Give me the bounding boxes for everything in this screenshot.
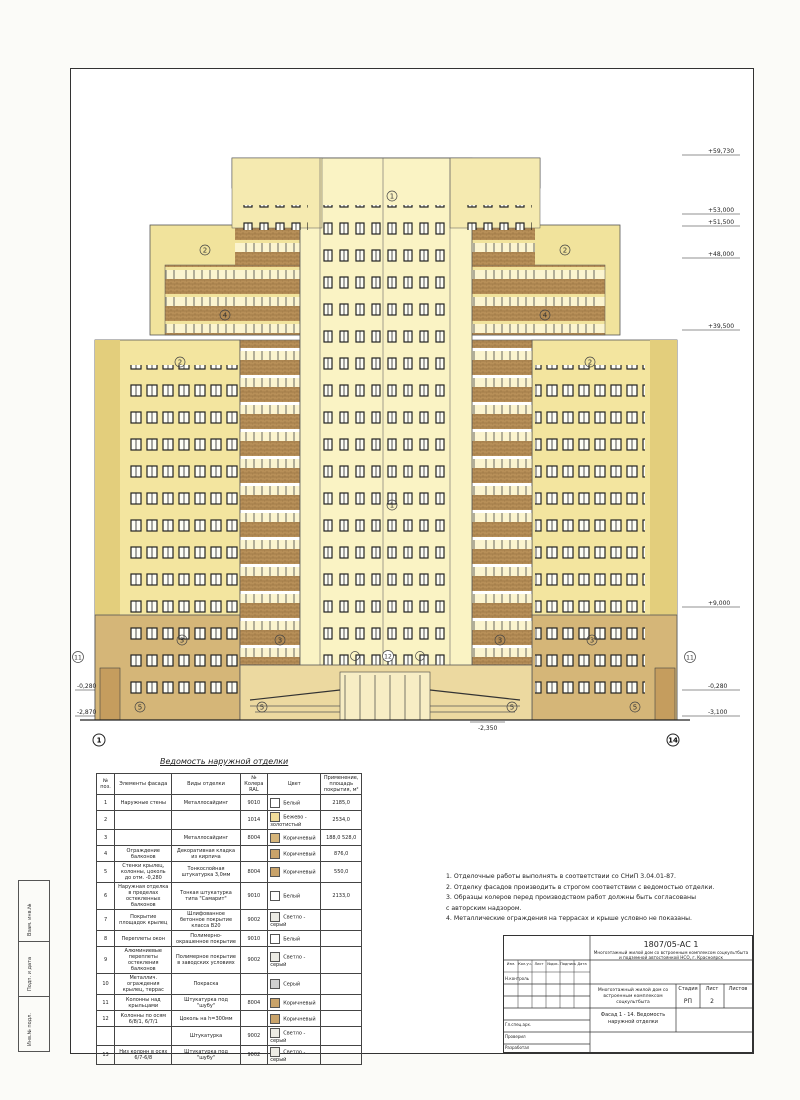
- level-48000: +48,000: [708, 251, 735, 258]
- stamp-col-date: Дата: [577, 962, 587, 966]
- row-color-text: Серый: [283, 981, 301, 988]
- svg-text:4: 4: [222, 311, 228, 320]
- level-2350: -2,350: [478, 725, 498, 732]
- role-chief: Гл.спец.арх.: [505, 1022, 532, 1027]
- row-area: [321, 1011, 362, 1027]
- svg-text:5: 5: [509, 703, 515, 712]
- row-num-text: 1: [103, 799, 108, 806]
- table-row: [97, 931, 362, 947]
- note-4: 4. Металлические ограждения на террасах и крыше условно не показаны.: [446, 915, 692, 922]
- svg-text:1: 1: [389, 501, 395, 510]
- row-area-text: 876,0: [334, 850, 349, 857]
- schedule-body: [97, 795, 362, 1065]
- svg-text:11: 11: [74, 654, 82, 662]
- row-area: [321, 862, 362, 883]
- row-element-text: Колонны по осям 6/8/1, 6/7/1: [120, 1012, 166, 1025]
- row-color-text: Светло - серый: [270, 914, 306, 928]
- row-color-text: Коричневый: [283, 869, 316, 876]
- svg-text:5: 5: [632, 703, 638, 712]
- row-ral-text: 9010: [247, 799, 261, 806]
- row-color: [268, 1027, 321, 1046]
- table-row: [97, 846, 362, 862]
- svg-text:1: 1: [389, 192, 395, 201]
- row-area: [321, 1027, 362, 1046]
- left-balcony-stack: [240, 340, 300, 665]
- row-num-text: 5: [103, 869, 108, 875]
- row-ral: [240, 795, 268, 811]
- axis-markers: [93, 734, 679, 746]
- stamp-col-doc: №док.: [547, 962, 559, 966]
- table-row: [97, 947, 362, 974]
- col-element: Элементы фасада: [115, 774, 172, 795]
- color-swatch: [270, 891, 280, 901]
- row-finish: [172, 1011, 240, 1027]
- row-ral: [240, 846, 268, 862]
- row-ral-text: 9010: [247, 893, 261, 899]
- row-color-text: Светло - серый: [270, 1049, 306, 1063]
- row-area-text: 2133,0: [332, 893, 350, 899]
- row-area-text: 550,0: [334, 869, 349, 875]
- row-ral: [240, 862, 268, 883]
- row-num-text: 7: [103, 917, 108, 923]
- right-balcony-stack: [472, 340, 532, 665]
- level-59730: +59,730: [708, 148, 735, 155]
- svg-text:2: 2: [202, 246, 208, 255]
- level-39500: +39,500: [708, 323, 735, 330]
- color-swatch: [270, 1014, 280, 1024]
- row-ral: [240, 1046, 268, 1065]
- col-color: Цвет: [268, 774, 321, 795]
- project-name: Многоэтажный жилой дом со встроенным комплексом соцкультбыта и подземной автостоянкой НСО, г. Красноярск: [593, 950, 749, 960]
- row-finish-text: Шлифованное бетонное покрытие класса В20: [179, 911, 233, 929]
- row-element: [115, 947, 172, 974]
- stage-label: Стадия: [678, 986, 698, 992]
- row-num-text: 13: [102, 1052, 109, 1058]
- finish-schedule-table: [96, 773, 362, 1065]
- color-swatch: [270, 798, 280, 808]
- row-finish: [172, 1046, 240, 1065]
- row-finish: [172, 931, 240, 947]
- row-ral-text: 1014: [247, 817, 261, 823]
- note-1: 1. Отделочные работы выполнять в соответствии со СНиП 3.04.01-87.: [446, 873, 676, 880]
- row-color: [268, 795, 321, 811]
- color-swatch: [270, 1047, 280, 1057]
- stamp-col-list: Лист: [534, 962, 544, 966]
- axis-left-label: 1: [96, 736, 102, 745]
- row-ral-text: 9002: [247, 957, 261, 963]
- row-num-text: 4: [103, 850, 108, 857]
- row-ral: [240, 931, 268, 947]
- row-finish-text: Полимерное покрытие в заводских условиях: [176, 954, 236, 966]
- svg-text:3: 3: [277, 636, 283, 645]
- title-block: [503, 935, 753, 1053]
- table-row: [97, 974, 362, 995]
- row-element: [115, 830, 172, 846]
- row-color-text: Коричневый: [283, 1000, 316, 1006]
- row-color-text: Коричневый: [283, 851, 316, 857]
- row-color-text: Светло - серый: [270, 1030, 306, 1044]
- row-ral-text: 8004: [247, 999, 261, 1006]
- note-3-cont: с авторским надзором.: [446, 904, 522, 912]
- color-swatch: [270, 998, 280, 1008]
- row-ral-text: 8004: [247, 869, 261, 875]
- row-finish-text: Металлосайдинг: [183, 799, 229, 806]
- strip-label-b: Подп. и дата: [27, 956, 33, 991]
- table-row: [97, 1027, 362, 1046]
- row-color: [268, 931, 321, 947]
- row-num: [97, 862, 115, 883]
- level-3100: -3,100: [708, 709, 728, 716]
- row-element: [115, 974, 172, 995]
- row-area: [321, 974, 362, 995]
- row-area: [321, 795, 362, 811]
- row-finish-text: Металлосайдинг: [183, 834, 229, 841]
- row-finish-text: Полимерно-окрашенное покрытие: [176, 932, 236, 945]
- row-num: [97, 830, 115, 846]
- table-row: [97, 995, 362, 1011]
- role-ncontrol: Н.контроль: [505, 976, 529, 981]
- table-row: [97, 830, 362, 846]
- schedule-title: Ведомость наружной отделки: [160, 757, 289, 766]
- row-ral: [240, 830, 268, 846]
- level-0280-right: -0,280: [708, 683, 728, 690]
- row-num: [97, 1027, 115, 1046]
- row-finish: [172, 947, 240, 974]
- col-finish: Виды отделки: [172, 774, 240, 795]
- row-num: [97, 883, 115, 910]
- row-color-text: Белый: [283, 936, 301, 942]
- row-finish-text: Штукатурка под "шубу": [184, 996, 228, 1009]
- svg-text:3: 3: [589, 636, 595, 645]
- row-element: [115, 1011, 172, 1027]
- schedule-header-row: [97, 774, 362, 795]
- svg-text:3: 3: [179, 636, 185, 645]
- row-ral-text: 8004: [247, 834, 261, 841]
- row-finish-text: Покраска: [193, 981, 219, 987]
- color-swatch: [270, 979, 280, 989]
- project-code: 1807/05-АС 1: [643, 940, 699, 949]
- row-finish: [172, 862, 240, 883]
- row-num: [97, 795, 115, 811]
- approval-strip: [18, 880, 50, 1052]
- row-ral: [240, 974, 268, 995]
- stamp-col-kol: Кол.уч.: [518, 962, 532, 966]
- svg-text:2: 2: [177, 358, 183, 367]
- row-element: [115, 862, 172, 883]
- row-color: [268, 830, 321, 846]
- row-color: [268, 995, 321, 1011]
- table-row: [97, 862, 362, 883]
- row-num-text: 11: [102, 999, 109, 1006]
- row-ral: [240, 1027, 268, 1046]
- row-finish: [172, 974, 240, 995]
- row-element-text: Наружная отделка в пределах остекленных балконов: [118, 884, 169, 908]
- row-num: [97, 910, 115, 931]
- table-row: [97, 795, 362, 811]
- svg-text:2: 2: [562, 246, 568, 255]
- svg-text:4: 4: [542, 311, 548, 320]
- row-finish-text: Декоративная кладка из кирпича: [176, 847, 236, 860]
- row-ral-text: 9002: [247, 1052, 261, 1058]
- row-element-text: Колонны над крыльцами: [125, 996, 161, 1009]
- row-element: [115, 931, 172, 947]
- svg-text:5: 5: [259, 703, 265, 712]
- row-area: [321, 947, 362, 974]
- row-element: [115, 995, 172, 1011]
- table-row: [97, 1046, 362, 1065]
- row-element-text: Металлич. ограждения крылец, террас: [122, 975, 164, 993]
- svg-text:11: 11: [686, 654, 694, 662]
- row-color: [268, 862, 321, 883]
- row-color-text: Белый: [283, 800, 301, 806]
- row-ral-text: 9002: [247, 917, 261, 923]
- row-ral: [240, 947, 268, 974]
- color-swatch: [270, 833, 280, 843]
- row-num: [97, 811, 115, 830]
- row-area: [321, 811, 362, 830]
- row-ral: [240, 1011, 268, 1027]
- row-area: [321, 883, 362, 910]
- svg-text:2: 2: [587, 358, 593, 367]
- stamp-col-izm: Изм.: [506, 962, 516, 966]
- row-element: [115, 910, 172, 931]
- sheet-title: Фасад 1 - 14. Ведомость наружной отделки: [600, 1012, 666, 1025]
- level-53000: +53,000: [708, 207, 735, 214]
- row-element-text: Покрытие площадок крылец: [119, 914, 168, 926]
- row-element: [115, 1027, 172, 1046]
- level-2870: -2,870: [77, 709, 97, 716]
- level-9000: +9,000: [708, 600, 731, 607]
- row-finish: [172, 795, 240, 811]
- row-color-text: Белый: [283, 893, 301, 900]
- svg-text:3: 3: [497, 636, 503, 645]
- row-color-text: Коричневый: [283, 835, 316, 841]
- row-finish-text: Штукатурка: [189, 1033, 223, 1039]
- row-color: [268, 974, 321, 995]
- row-element: [115, 795, 172, 811]
- row-num: [97, 931, 115, 947]
- color-swatch: [270, 912, 280, 922]
- row-finish-text: Тонкослойная штукатурка 3,0мм: [181, 866, 231, 878]
- table-row: [97, 811, 362, 830]
- note-3: 3. Образцы колеров перед производством работ должны быть согласованы: [446, 894, 696, 901]
- row-num: [97, 974, 115, 995]
- row-finish: [172, 811, 240, 830]
- stamp-col-sign: Подпись: [560, 962, 577, 966]
- strip-label-a: Взам. инв.№: [27, 903, 33, 936]
- stage-value: РП: [683, 998, 693, 1005]
- row-color: [268, 811, 321, 830]
- table-row: [97, 1011, 362, 1027]
- color-swatch: [270, 812, 280, 822]
- strip-label-c: Инв.№ подл.: [27, 1013, 33, 1046]
- row-area: [321, 1046, 362, 1065]
- row-area: [321, 910, 362, 931]
- color-swatch: [270, 849, 280, 859]
- row-ral: [240, 995, 268, 1011]
- row-num-text: 6: [103, 893, 108, 899]
- row-finish: [172, 995, 240, 1011]
- row-color: [268, 1046, 321, 1065]
- row-ral-text: 9010: [247, 935, 261, 942]
- row-finish: [172, 910, 240, 931]
- row-color: [268, 910, 321, 931]
- row-ral: [240, 811, 268, 830]
- col-ral: № Колера RAL: [240, 774, 268, 795]
- note-2: 2. Отделку фасадов производить в строгом соответствии с ведомостью отделки.: [446, 883, 715, 891]
- level-0280-left: -0,280: [77, 683, 97, 690]
- row-color: [268, 846, 321, 862]
- svg-text:12: 12: [384, 653, 392, 661]
- general-notes: [446, 872, 746, 925]
- building-name: Многоэтажный жилой дом со встроенным комплексом соцкультбыта: [597, 988, 669, 1005]
- row-element-text: Низ колонн в осях 6/7-6/8: [119, 1049, 168, 1061]
- col-num: № поз.: [97, 774, 115, 795]
- table-row: [97, 883, 362, 910]
- table-row: [97, 910, 362, 931]
- color-swatch: [270, 952, 280, 962]
- col-area: Применение, площадь покрытия, м²: [321, 774, 362, 795]
- row-finish: [172, 846, 240, 862]
- row-color-text: Бежево - золотистый: [270, 814, 307, 828]
- color-swatch: [270, 934, 280, 944]
- row-area: [321, 830, 362, 846]
- row-color-text: Коричневый: [283, 1016, 316, 1022]
- sheets-label: Листов: [728, 986, 748, 992]
- row-num: [97, 947, 115, 974]
- row-num-text: 3: [103, 834, 108, 841]
- row-finish: [172, 830, 240, 846]
- row-element-text: Алюминиевые переплеты остекления балконов: [124, 948, 162, 972]
- row-element-text: Переплеты окон: [121, 935, 165, 942]
- color-swatch: [270, 867, 280, 877]
- row-finish: [172, 883, 240, 910]
- row-num-text: 9: [103, 957, 108, 963]
- row-num: [97, 1046, 115, 1065]
- axis-right-label: 14: [668, 736, 678, 745]
- row-area: [321, 846, 362, 862]
- row-num-text: 2: [103, 817, 108, 823]
- row-color: [268, 947, 321, 974]
- row-element: [115, 883, 172, 910]
- row-num-text: 8: [103, 935, 108, 942]
- svg-text:5: 5: [137, 703, 143, 712]
- level-51500: +51,500: [708, 219, 735, 226]
- row-ral: [240, 910, 268, 931]
- row-num-text: 10: [102, 981, 109, 987]
- row-area-text: 188,0 528,0: [326, 834, 357, 841]
- row-element: [115, 1046, 172, 1065]
- sheet-label: Лист: [705, 986, 719, 992]
- row-finish: [172, 1027, 240, 1046]
- row-num: [97, 995, 115, 1011]
- row-num: [97, 1011, 115, 1027]
- row-area-text: 2534,0: [332, 817, 350, 823]
- row-color: [268, 1011, 321, 1027]
- row-element-text: Наружные стены: [120, 799, 166, 806]
- row-num-text: 12: [102, 1015, 109, 1022]
- row-area-text: 2185,0: [332, 799, 350, 806]
- row-finish-text: Цоколь на h=300мм: [179, 1015, 233, 1022]
- row-color: [268, 883, 321, 910]
- row-element-text: Ограждение балконов: [126, 847, 160, 860]
- row-element: [115, 846, 172, 862]
- role-checked: Проверил: [505, 1034, 526, 1039]
- row-color-text: Светло - серый: [270, 954, 306, 968]
- color-swatch: [270, 1028, 280, 1038]
- sheet-value: 2: [710, 998, 714, 1005]
- row-area: [321, 931, 362, 947]
- row-element-text: Стенки крылец, колонны, цоколь до отм. -0,280: [120, 863, 166, 881]
- row-ral: [240, 883, 268, 910]
- row-element: [115, 811, 172, 830]
- row-num: [97, 846, 115, 862]
- row-ral-text: 9002: [247, 1033, 261, 1039]
- row-finish-text: Тонкая штукатурка типа "Самарит": [180, 890, 232, 902]
- role-developed: Разработал: [505, 1045, 530, 1050]
- row-finish-text: Штукатурка под "шубу": [184, 1049, 228, 1061]
- row-area: [321, 995, 362, 1011]
